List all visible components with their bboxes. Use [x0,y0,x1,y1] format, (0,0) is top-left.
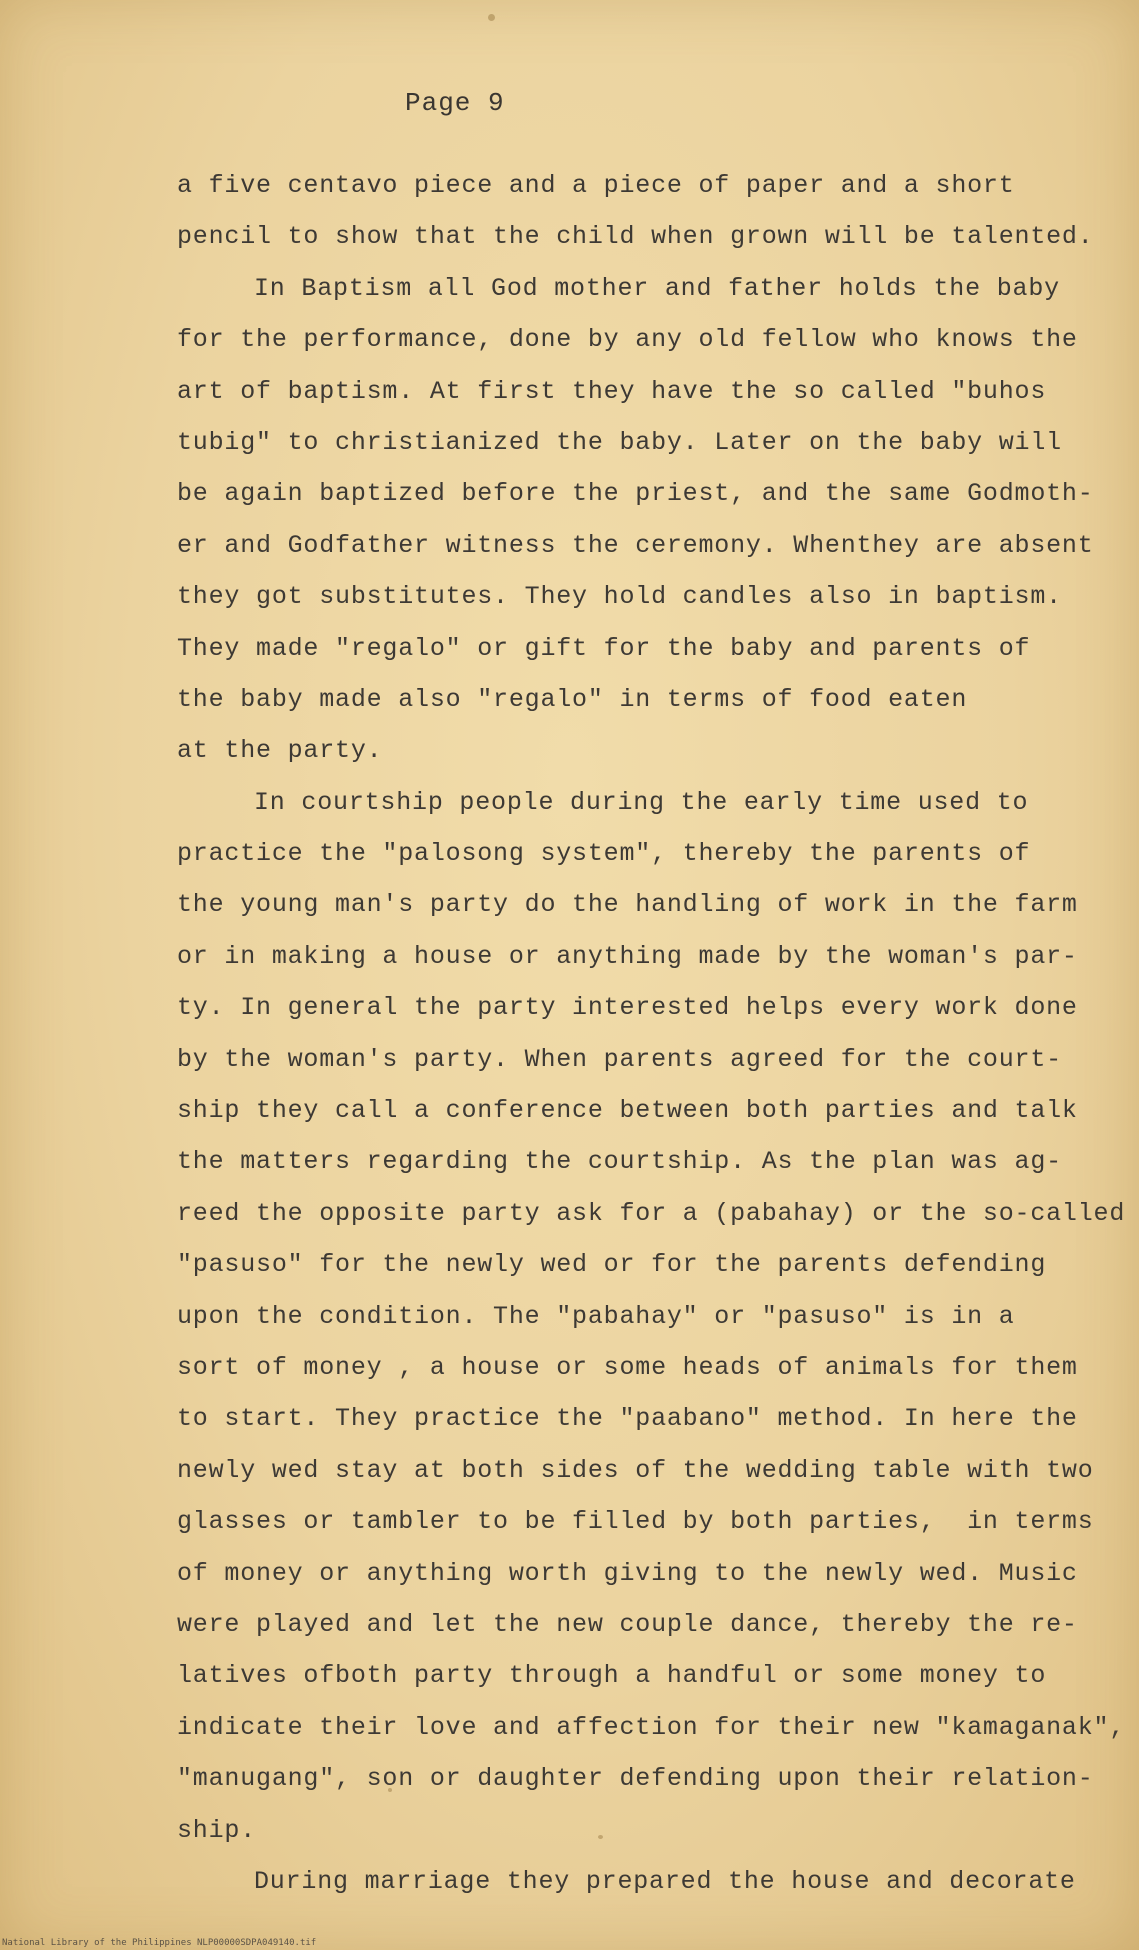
text-line: ship. [177,1815,257,1845]
text-line: for the performance, done by any old fellow who knows the [177,325,1078,355]
text-line: the baby made also "regalo" in terms of food eaten [177,684,968,714]
text-line: the young man's party do the handling of work in the farm [177,890,1078,920]
text-line: the matters regarding the courtship. As the plan was ag- [177,1147,1062,1177]
text-line: ship they call a conference between both parties and talk [177,1096,1078,1126]
text-line: upon the condition. The "pabahay" or "pasuso" is in a [177,1301,1015,1331]
scan-footer [0,1934,1139,1948]
text-line: indicate their love and affection for their new "kamaganak", [177,1712,1126,1742]
text-line: er and Godfather witness the ceremony. Whenthey are absent [177,530,1094,560]
text-line: In Baptism all God mother and father holds the baby [254,273,1060,303]
text-line: tubig" to christianized the baby. Later on the baby will [177,427,1062,457]
text-line: or in making a house or anything made by the woman's par- [177,941,1078,971]
scan-filename: NLP00000SDPA049140.tif [197,1938,317,1948]
text-line: at the party. [177,736,383,766]
text-line: latives ofboth party through a handful or some money to [177,1661,1047,1691]
text-line: a five centavo piece and a piece of paper and a short [177,171,1015,200]
text-line: "pasuso" for the newly wed or for the parents defending [177,1250,1047,1280]
text-line: to start. They practice the "paabano" method. In here the [177,1404,1078,1434]
text-line: pencil to show that the child when grown will be talented. [177,222,1094,252]
text-line: reed the opposite party ask for a (pabahay) or the so-called [177,1198,1126,1228]
text-line: They made "regalo" or gift for the baby and parents of [177,633,1031,663]
text-line: art of baptism. At first they have the so called "buhos [177,376,1047,406]
text-line: glasses or tambler to be filled by both parties, in terms [177,1507,1094,1537]
text-line: practice the "palosong system", thereby the parents of [177,839,1031,869]
page-number: Page 9 [405,88,505,118]
text-line: "manugang", son or daughter defending upon their relation- [177,1764,1094,1794]
archive-credit: National Library of the Philippines [2,1938,192,1948]
text-line: sort of money , a house or some heads of animals for them [177,1352,1078,1382]
text-line: be again baptized before the priest, and the same Godmoth- [177,479,1094,509]
text-line: ty. In general the party interested helps every work done [177,993,1078,1023]
text-line: were played and let the new couple dance, thereby the re- [177,1609,1078,1639]
text-line: newly wed stay at both sides of the wedding table with two [177,1455,1094,1485]
text-line: In courtship people during the early time used to [254,787,1029,817]
text-line: by the woman's party. When parents agreed for the court- [177,1044,1062,1074]
text-line: of money or anything worth giving to the newly wed. Music [177,1558,1078,1588]
text-line: they got substitutes. They hold candles also in baptism. [177,582,1062,612]
typed-text-body [177,160,1126,1907]
text-line: During marriage they prepared the house and decorate [254,1866,1076,1896]
paper-speck [488,14,495,21]
